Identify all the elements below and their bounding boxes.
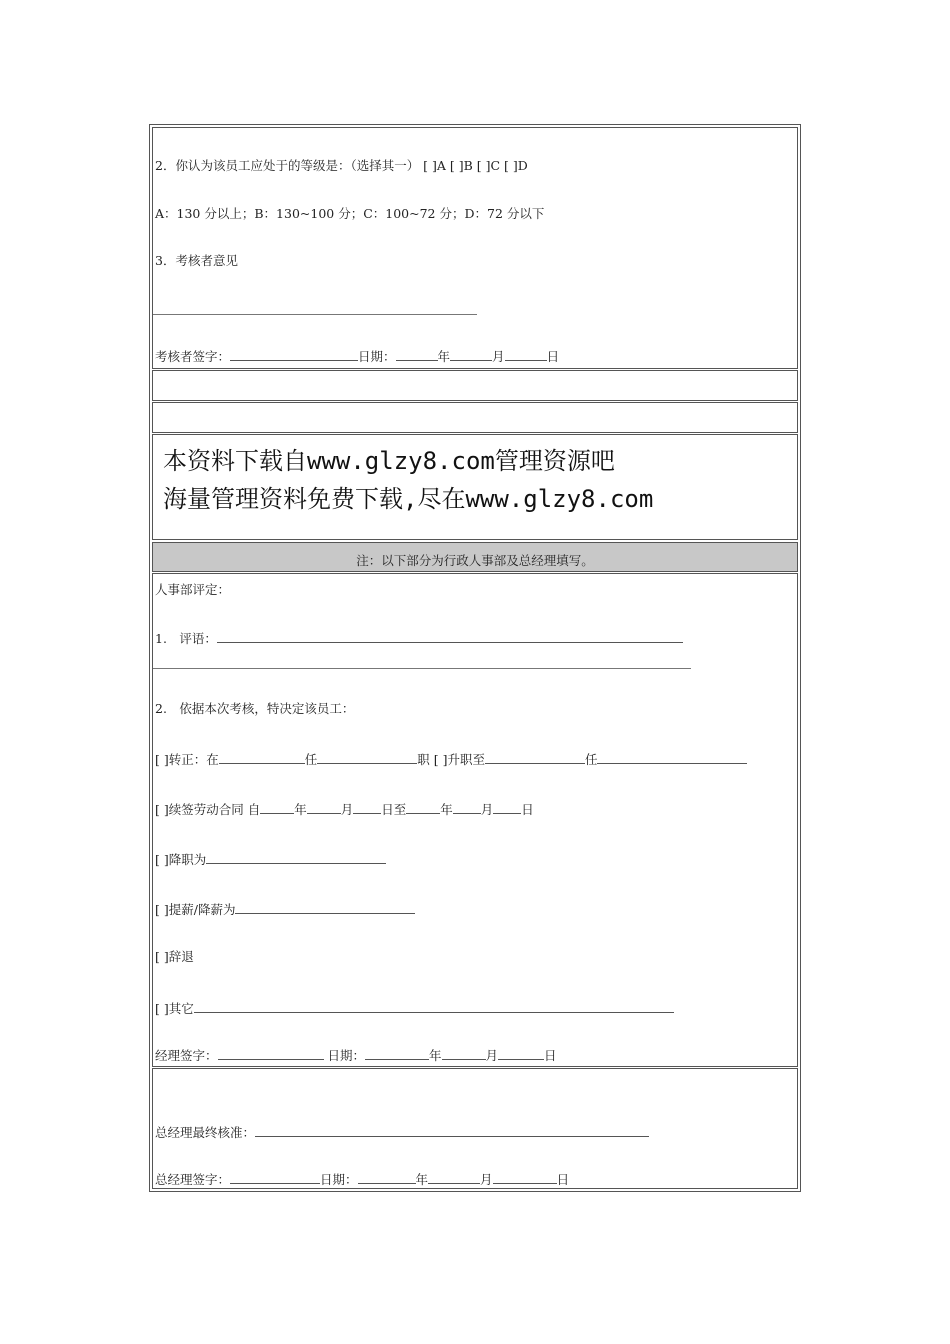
renew-contract-row [155, 801, 534, 817]
month-field[interactable] [450, 348, 492, 361]
empty-row-2 [152, 402, 798, 433]
hr-evaluation-section [152, 573, 798, 1067]
gm-sign-field[interactable] [230, 1171, 320, 1184]
month-label: 月 [480, 802, 494, 817]
day-label: 日 [546, 349, 560, 364]
opinion-line[interactable] [153, 314, 477, 315]
note-bar [152, 542, 798, 572]
month-label: 月 [340, 802, 354, 817]
manager-sign-row [155, 1047, 557, 1063]
ad-line-1: 本资料下载自www.glzy8.com管理资源吧 [163, 447, 615, 475]
month-label: 月 [492, 349, 505, 364]
day-label: 日 [521, 802, 534, 817]
year-label: 年 [429, 1048, 442, 1063]
year-field[interactable] [365, 1047, 429, 1060]
manager-sign-label: 经理签字： [155, 1048, 218, 1063]
renew-to-day[interactable] [493, 801, 521, 814]
to-label: 日至 [381, 802, 407, 817]
reviewer-sign-field[interactable] [230, 348, 358, 361]
gm-final-label: 总经理最终核准： [155, 1125, 256, 1140]
year-field[interactable] [396, 348, 438, 361]
grade-criteria: A：130 分以上；B：130~100 分；C：100~72 分；D：72 分以下 [155, 206, 545, 221]
dismiss-option[interactable]: [ ]辞退 [155, 949, 194, 964]
grade-question: 2．你认为该员工应处于的等级是：（选择其一） [ ]A [ ]B [ ]C [ ]D [155, 158, 528, 173]
salary-row [155, 901, 415, 917]
date-label: 日期： [327, 1048, 366, 1063]
comment-label: 1. 评语： [155, 631, 217, 646]
year-label: 年 [440, 802, 453, 817]
other-checkbox-label[interactable]: [ ]其它 [155, 1001, 194, 1016]
ren-label: 任 [304, 752, 318, 767]
comment-line-2[interactable] [153, 668, 691, 669]
promote-position-field[interactable] [597, 751, 747, 764]
salary-field[interactable] [235, 901, 415, 914]
date-label: 日期： [320, 1172, 358, 1187]
evaluation-section [152, 127, 798, 369]
gm-sign-row [155, 1171, 569, 1187]
ren-label-2: 任 [584, 752, 598, 767]
other-field[interactable] [194, 1000, 674, 1013]
reviewer-sign-label: 考核者签字： [155, 349, 231, 364]
gm-sign-label: 总经理签字： [155, 1172, 231, 1187]
month-label: 月 [480, 1172, 493, 1187]
confirm-checkbox-label[interactable]: [ ]转正：在 [155, 752, 219, 767]
day-field[interactable] [498, 1047, 544, 1060]
comment-field[interactable] [217, 630, 683, 643]
manager-sign-field[interactable] [218, 1047, 324, 1060]
comment-row [155, 630, 683, 646]
renew-checkbox-label[interactable]: [ ]续签劳动合同 自 [155, 802, 261, 817]
note-text: 注：以下部分为行政人事部及总经理填写。 [356, 553, 594, 568]
day-field[interactable] [493, 1171, 557, 1184]
demote-row [155, 851, 386, 867]
demote-field[interactable] [206, 851, 386, 864]
date-label: 日期： [358, 349, 396, 364]
confirm-position-field[interactable] [317, 751, 417, 764]
day-label: 日 [556, 1172, 570, 1187]
renew-to-month[interactable] [453, 801, 481, 814]
gm-final-row [155, 1124, 649, 1140]
empty-row-1 [152, 370, 798, 401]
promote-checkbox-label[interactable]: 职 [ ]升职至 [417, 752, 485, 767]
year-label: 年 [437, 349, 451, 364]
renew-from-day[interactable] [353, 801, 381, 814]
day-label: 日 [544, 1048, 557, 1063]
confirm-dept-field[interactable] [219, 751, 305, 764]
renew-from-month[interactable] [307, 801, 341, 814]
promote-dept-field[interactable] [485, 751, 585, 764]
reviewer-sign-row [155, 348, 559, 364]
renew-to-year[interactable] [406, 801, 440, 814]
renew-from-year[interactable] [260, 801, 294, 814]
day-field[interactable] [505, 348, 547, 361]
reviewer-opinion-label: 3．考核者意见 [155, 253, 238, 268]
gm-approval-section [152, 1068, 798, 1189]
month-field[interactable] [428, 1171, 480, 1184]
decision-label: 2. 依据本次考核，特决定该员工： [155, 701, 355, 716]
confirm-promote-row [155, 751, 747, 767]
watermark-ad-section [152, 434, 798, 540]
salary-checkbox-label[interactable]: [ ]提薪/降薪为 [155, 902, 236, 917]
year-label: 年 [294, 802, 307, 817]
month-label: 月 [485, 1048, 499, 1063]
ad-line-2: 海量管理资料免费下载,尽在www.glzy8.com [163, 485, 654, 513]
month-field[interactable] [442, 1047, 486, 1060]
gm-final-field[interactable] [255, 1124, 649, 1137]
other-row [155, 1000, 674, 1016]
demote-checkbox-label[interactable]: [ ]降职为 [155, 852, 207, 867]
year-field[interactable] [358, 1171, 416, 1184]
hr-title: 人事部评定： [155, 582, 231, 597]
year-label: 年 [415, 1172, 429, 1187]
